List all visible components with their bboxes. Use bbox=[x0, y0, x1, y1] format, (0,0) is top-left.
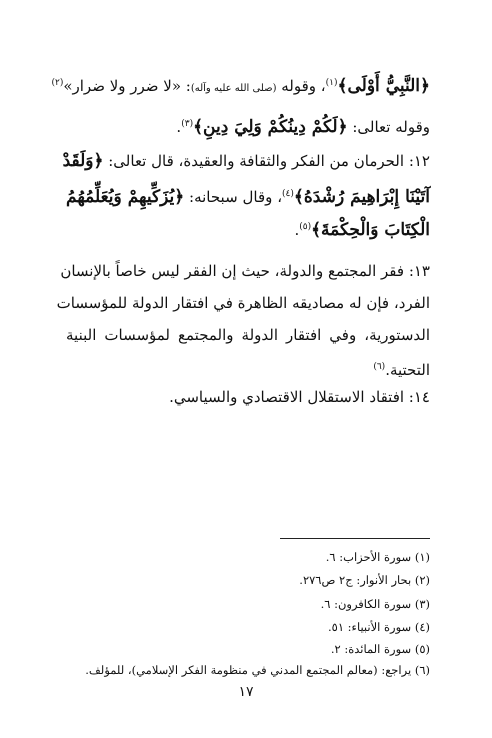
body-text: ، وقال سبحانه: bbox=[184, 188, 283, 206]
body-line-7: الفرد، فإن له مصاديقه الظاهرة في افتقار الدولة للمؤسسات bbox=[56, 294, 430, 312]
footnote: (٤) سورة الأنبياء: ٥١. bbox=[328, 620, 430, 634]
body-text: . bbox=[176, 118, 182, 136]
body-text: وقوله تعالى: bbox=[347, 118, 430, 136]
quran-verse: ﴿لَكُمْ دِينُكُمْ وَلِيَ دِينِ﴾ bbox=[193, 117, 348, 137]
quran-verse: ﴿وَلَقَدْ bbox=[62, 151, 104, 171]
body-line-1 bbox=[51, 70, 430, 102]
page-number: ١٧ bbox=[238, 684, 254, 700]
body-text: ، وقوله bbox=[276, 77, 326, 95]
footnote: (٣) سورة الكافرون: ٦. bbox=[320, 597, 430, 611]
footnote: (٥) سورة المائدة: ٢. bbox=[330, 642, 430, 656]
footnote-divider bbox=[280, 538, 430, 539]
body-line-8: الدستورية، وفي افتقار الدولة والمجتمع لمؤسسات البنية bbox=[66, 326, 430, 344]
footnote-ref: (٥) bbox=[299, 222, 312, 232]
body-line-6: ١٣: فقر المجتمع والدولة، حيث إن الفقر ليس خاصاً بالإنسان bbox=[60, 262, 430, 280]
body-line-10: ١٤: افتقاد الاستقلال الاقتصادي والسياسي. bbox=[169, 388, 430, 406]
body-line-9 bbox=[66, 354, 430, 383]
footnote: (١) سورة الأحزاب: ٦. bbox=[325, 550, 430, 564]
footnote-ref: (٦) bbox=[373, 362, 386, 372]
body-text: . bbox=[294, 221, 300, 239]
salawat-text: (صلى الله عليه وآله) bbox=[190, 83, 277, 94]
footnote-ref: (٣) bbox=[181, 119, 194, 129]
body-line-4 bbox=[66, 181, 430, 210]
quran-verse: ﴿يُزَكِّيهِمْ وَيُعَلِّمُهُمُ bbox=[66, 187, 185, 207]
body-line-3 bbox=[62, 148, 430, 174]
body-line-2 bbox=[66, 111, 430, 140]
quran-verse: آتَيْنَا إِبْرَاهِيمَ رُشْدَهُ﴾ bbox=[293, 187, 430, 207]
footnote: (٦) يراجع: (معالم المجتمع المدني في منظومة الفكر الإسلامي)، للمؤلف. bbox=[85, 663, 430, 677]
footnote-ref: (١) bbox=[325, 78, 338, 88]
body-text: ١٢: الحرمان من الفكر والثقافة والعقيدة، قال تعالى: bbox=[103, 152, 430, 170]
quran-verse: الْكِتَابَ وَالْحِكْمَةَ﴾ bbox=[311, 220, 430, 240]
quran-verse: ﴿النَّبِيُّ أَوْلَى﴾ bbox=[337, 76, 430, 96]
body-line-5 bbox=[66, 214, 430, 243]
body-text: : «لا ضرر ولا ضرار» bbox=[63, 77, 191, 95]
footnote-ref: (٢) bbox=[51, 78, 64, 88]
footnote: (٢) بحار الأنوار: ج٢ ص٢٧٦. bbox=[299, 573, 430, 587]
footnote-ref: (٤) bbox=[282, 189, 294, 199]
body-text: التحتية. bbox=[385, 361, 430, 379]
